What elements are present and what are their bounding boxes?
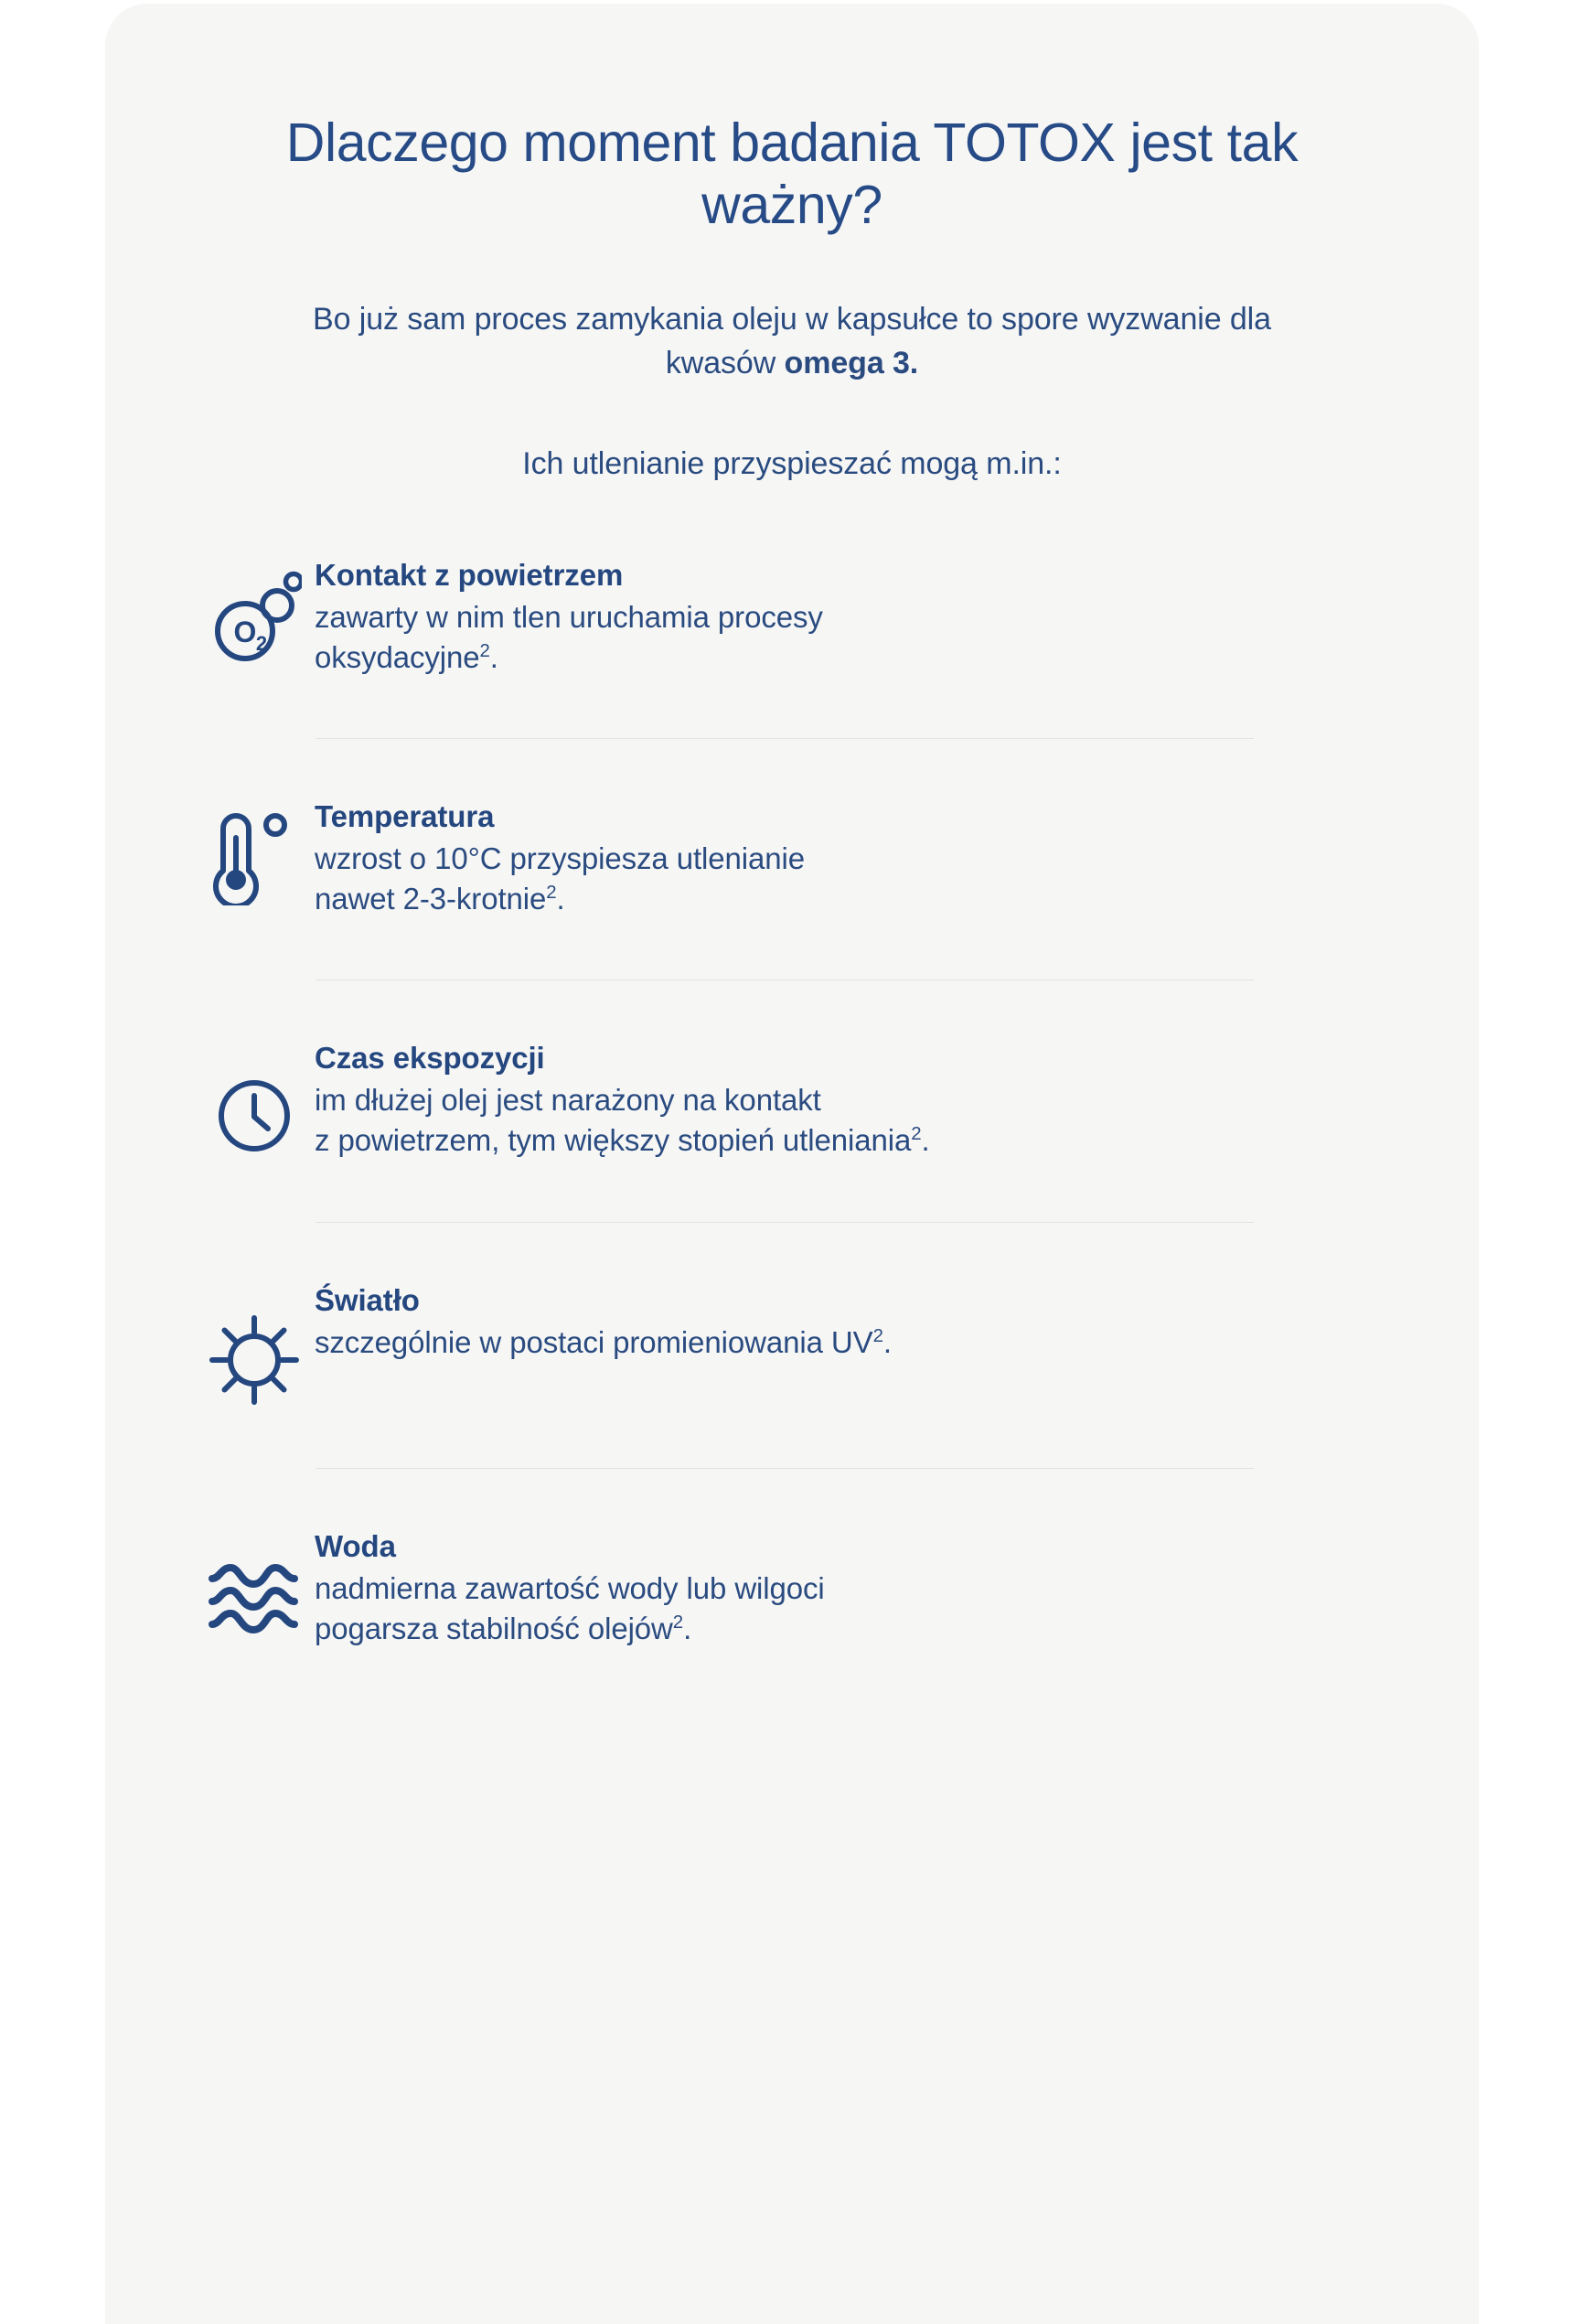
subtitle-emphasis: omega 3. bbox=[784, 346, 919, 381]
list-item-desc-end: . bbox=[882, 1324, 892, 1359]
list-item bbox=[105, 798, 1479, 919]
list-item-desc-text: wzrost o 10°C przyspiesza utlenianie nawet 2-3-krotnie bbox=[315, 841, 806, 916]
spacer bbox=[105, 980, 1479, 1039]
list-item bbox=[105, 1527, 1479, 1649]
sun-icon bbox=[201, 1281, 306, 1408]
water-waves-icon bbox=[201, 1527, 306, 1639]
list-item-desc-end: . bbox=[921, 1123, 930, 1158]
card-header bbox=[105, 4, 1479, 487]
list-item-desc-text: zawarty w nim tlen uruchamia procesy oksydacyjne bbox=[315, 599, 823, 674]
list-item-desc bbox=[315, 839, 1374, 919]
subtitle bbox=[105, 297, 1479, 386]
spacer bbox=[105, 1223, 1479, 1281]
list-item-title: Woda bbox=[315, 1528, 396, 1563]
page-title: Dlaczego moment badania TOTOX jest tak ważny? bbox=[285, 112, 1299, 236]
list-item-desc-text: szczególnie w postaci promieniowania UV bbox=[315, 1324, 873, 1359]
list-item-body bbox=[306, 798, 1374, 919]
footnote-marker: 2 bbox=[872, 1324, 883, 1346]
footnote-marker: 2 bbox=[479, 639, 490, 661]
list-item-title: Kontakt z powietrzem bbox=[315, 557, 624, 592]
thermometer-icon bbox=[201, 798, 306, 905]
svg-text:2: 2 bbox=[255, 631, 267, 655]
intro-line: Ich utlenianie przyspieszać mogą m.in.: bbox=[522, 446, 1062, 482]
spacer bbox=[105, 678, 1479, 738]
svg-text:O: O bbox=[233, 615, 256, 648]
list-item-body bbox=[306, 1039, 1374, 1161]
footnote-marker: 2 bbox=[911, 1123, 922, 1145]
spacer bbox=[105, 919, 1479, 980]
list-item-desc-end: . bbox=[556, 882, 565, 916]
list-item bbox=[105, 1039, 1479, 1161]
spacer bbox=[105, 1408, 1479, 1468]
info-card bbox=[105, 4, 1479, 2324]
list-item-desc-end: . bbox=[683, 1611, 692, 1645]
list-item-title: Czas ekspozycji bbox=[315, 1041, 545, 1076]
footnote-marker: 2 bbox=[672, 1611, 684, 1633]
spacer bbox=[105, 739, 1479, 798]
list-item-title: Światło bbox=[315, 1282, 420, 1317]
clock-icon bbox=[201, 1039, 306, 1158]
list-item-desc-text: im dłużej olej jest narażony na kontakt z powietrzem, tym większy stopień utleniania bbox=[315, 1083, 912, 1158]
subtitle-text: Bo już sam proces zamykania oleju w kapsułce to spore wyzwanie dla kwasów bbox=[313, 301, 1271, 381]
footnote-marker: 2 bbox=[546, 882, 557, 904]
list-item-body bbox=[306, 1281, 1374, 1363]
spacer bbox=[105, 1469, 1479, 1527]
list-item-desc bbox=[315, 597, 1374, 678]
factors-list bbox=[105, 556, 1479, 1649]
list-item-title: Temperatura bbox=[315, 799, 495, 833]
list-item-body bbox=[306, 556, 1374, 678]
list-item-desc bbox=[315, 1569, 1374, 1649]
o2-bubbles-icon bbox=[201, 556, 306, 666]
list-item-body bbox=[306, 1527, 1374, 1649]
list-item-desc-text: nadmierna zawartość wody lub wilgoci pogarsza stabilność olejów bbox=[315, 1570, 825, 1645]
spacer bbox=[105, 1162, 1479, 1222]
list-item-desc bbox=[315, 1323, 1374, 1363]
list-item bbox=[105, 1281, 1479, 1408]
list-item-desc-end: . bbox=[489, 639, 498, 674]
list-item bbox=[105, 556, 1479, 678]
list-item-desc bbox=[315, 1080, 1374, 1161]
